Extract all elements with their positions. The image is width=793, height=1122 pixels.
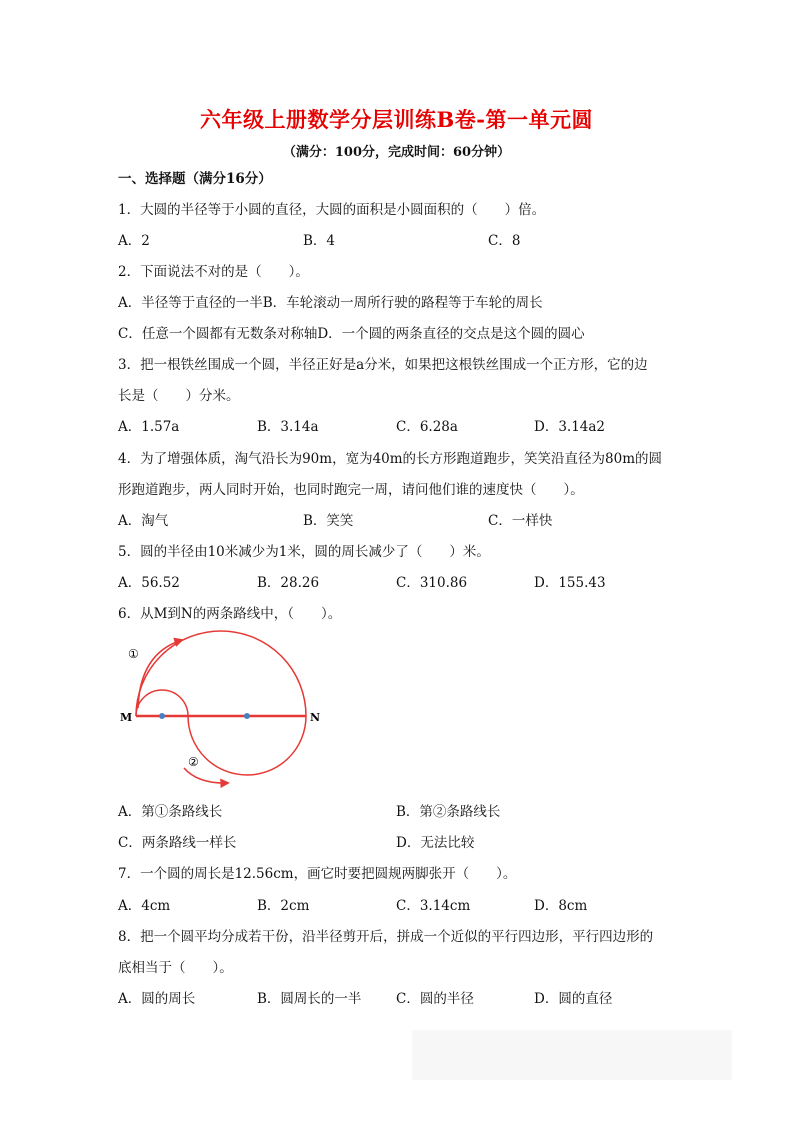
question-2-stem: 2．下面说法不对的是（ ）。 — [118, 264, 309, 280]
center-dot — [244, 713, 250, 719]
question-5-option-b: B．28.26 — [257, 575, 320, 591]
question-5-option-c: C．310.86 — [396, 575, 468, 591]
question-8-option-a: A．圆的周长 — [118, 991, 196, 1007]
question-6-stem: 6．从M到N的两条路线中，（ ）。 — [118, 606, 342, 622]
question-8-option-c: C．圆的半径 — [396, 991, 474, 1007]
question-3-option-d: D．3.14a2 — [534, 419, 606, 435]
question-8-stem-line-1: 8．把一个圆平均分成若干份，沿半径剪开后，拼成一个近似的平行四边形，平行四边形的 — [118, 929, 654, 945]
question-4-stem-line-2: 形跑道跑步，两人同时开始，也同时跑完一周，请问他们谁的速度快（ ）。 — [118, 482, 584, 498]
section-heading: 一、选择题（满分16分） — [118, 171, 272, 187]
route-2-arrow — [184, 768, 228, 783]
question-3-stem-line-1: 3．把一根铁丝围成一个圆，半径正好是a分米，如果把这根铁丝围成一个正方形，它的边 — [118, 357, 648, 373]
small-circle-center-dot — [159, 713, 165, 719]
question-1-option-b: B．4 — [303, 233, 336, 249]
question-6-option-c: C．两条路线一样长 — [118, 835, 237, 851]
question-3-option-b: B．3.14a — [257, 419, 319, 435]
label-n: N — [310, 711, 321, 724]
question-4-stem-line-1: 4．为了增强体质，淘气沿长为90m，宽为40m的长方形跑道跑步，笑笑沿直径为80m的圆 — [118, 451, 663, 467]
question-5-option-a: A．56.52 — [118, 575, 180, 591]
question-7-option-d: D．8cm — [534, 898, 588, 914]
question-8-option-d: D．圆的直径 — [534, 991, 613, 1007]
route-diagram — [118, 628, 338, 798]
question-4-option-a: A．淘气 — [118, 513, 169, 529]
question-5-option-d: D．155.43 — [534, 575, 606, 591]
route-1-arrow — [138, 640, 182, 708]
question-8-stem-line-2: 底相当于（ ）。 — [118, 960, 233, 976]
question-7-option-a: A．4cm — [118, 898, 171, 914]
label-route-2: ② — [188, 755, 199, 769]
question-6-option-a: A．第①条路线长 — [118, 804, 223, 820]
question-4-option-c: C．一样快 — [488, 513, 553, 529]
label-route-1: ① — [128, 647, 139, 661]
question-7-option-b: B．2cm — [257, 898, 310, 914]
question-1-stem: 1．大圆的半径等于小圆的直径，大圆的面积是小圆面积的（ ）倍。 — [118, 202, 546, 218]
question-6-option-d: D．无法比较 — [396, 835, 475, 851]
question-1-option-a: A．2 — [118, 233, 150, 249]
question-4-option-b: B．笑笑 — [303, 513, 354, 529]
question-6-option-b: B．第②条路线长 — [396, 804, 501, 820]
question-8-option-b: B．圆周长的一半 — [257, 991, 362, 1007]
question-5-stem: 5．圆的半径由10米减少为1米，圆的周长减少了（ ）米。 — [118, 544, 490, 560]
question-3-option-a: A．1.57a — [118, 419, 180, 435]
faint-watermark-area — [412, 1030, 732, 1080]
route-1-big-arc — [136, 631, 306, 716]
question-7-option-c: C．3.14cm — [396, 898, 471, 914]
question-2-options-cd: C．任意一个圆都有无数条对称轴D．一个圆的两条直径的交点是这个圆的圆心 — [118, 326, 585, 342]
route-2-lower-arc — [188, 716, 306, 775]
page-subtitle: （满分：100分，完成时间：60分钟） — [282, 145, 511, 160]
page-title: 六年级上册数学分层训练B卷-第一单元圆 — [200, 107, 593, 132]
route-2-small-arc — [136, 690, 188, 716]
question-2-options-ab: A．半径等于直径的一半B．车轮滚动一周所行驶的路程等于车轮的周长 — [118, 295, 543, 311]
question-7-stem: 7．一个圆的周长是12.56cm，画它时要把圆规两脚张开（ ）。 — [118, 866, 517, 882]
label-m: M — [120, 711, 133, 724]
question-3-stem-line-2: 长是（ ）分米。 — [118, 388, 240, 404]
question-1-option-c: C．8 — [488, 233, 521, 249]
question-3-option-c: C．6.28a — [396, 419, 458, 435]
